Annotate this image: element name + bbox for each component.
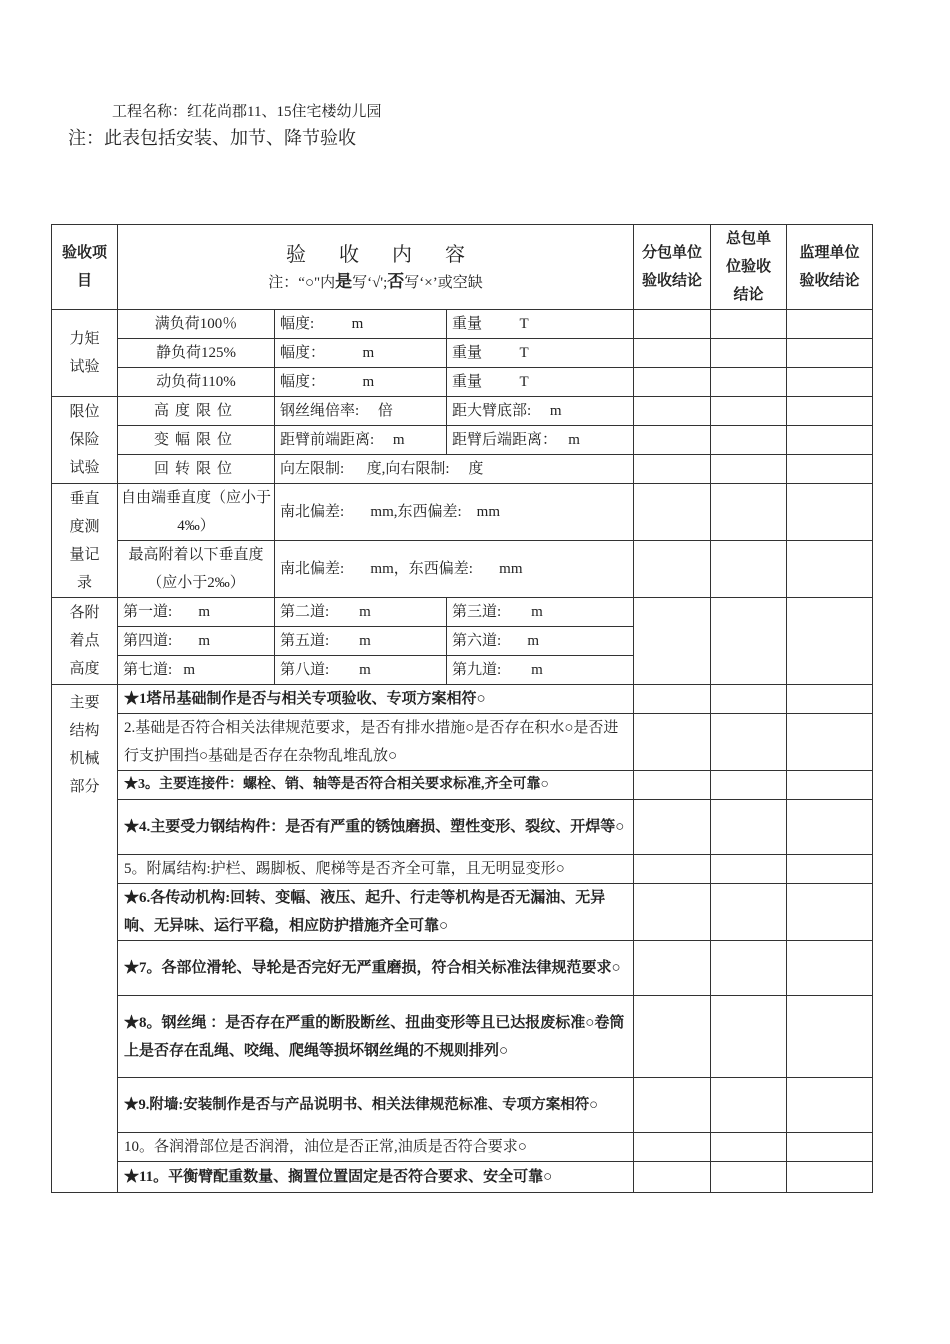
check-item: ★7。各部位滑轮、导轮是否完好无严重磨损，符合相关标准法律规范要求○: [118, 941, 634, 996]
table-row: [52, 484, 873, 541]
header-gen-result: 总包单位验收结论: [711, 225, 787, 310]
table-row: [52, 1078, 873, 1133]
project-name: 工程名称：红花尚郡11、15住宅楼幼儿园: [112, 104, 382, 120]
check-item: 2.基础是否符合相关法律规范要求，是否有排水措施○是否存在积水○是否进行支护围挡○基础是否存在杂物乱堆乱放○: [118, 714, 634, 771]
sub-result-cell[interactable]: [634, 541, 711, 598]
gen-result-cell[interactable]: [711, 426, 787, 455]
attach-cell: 第八道: m: [275, 656, 447, 685]
gen-result-cell[interactable]: [711, 685, 787, 714]
check-item: ★6.各传动机构:回转、变幅、液压、起升、行走等机构是否无漏油、无异响、无异味、运行平稳，相应防护措施齐全可靠○: [118, 884, 634, 941]
sup-result-cell[interactable]: [787, 1078, 873, 1133]
sub-result-cell[interactable]: [634, 941, 711, 996]
sub-result-cell[interactable]: [634, 884, 711, 941]
sup-result-cell[interactable]: [787, 339, 873, 368]
table-row: [52, 339, 873, 368]
sup-result-cell[interactable]: [787, 368, 873, 397]
check-item: 5。附属结构:护栏、踢脚板、爬梯等是否齐全可靠，且无明显变形○: [118, 855, 634, 884]
sub-result-cell[interactable]: [634, 368, 711, 397]
sub-result-cell[interactable]: [634, 685, 711, 714]
category-limit: 限位保险试验: [52, 397, 118, 484]
range-cell: 幅度： m: [275, 339, 447, 368]
sub-result-cell[interactable]: [634, 1133, 711, 1162]
sup-result-cell[interactable]: [787, 800, 873, 855]
sup-result-cell[interactable]: [787, 455, 873, 484]
sup-result-cell[interactable]: [787, 714, 873, 771]
category-vertical: 垂直度测量记录: [52, 484, 118, 598]
content-note: 注：“○"内是写‘√';否写‘×’或空缺: [268, 271, 483, 291]
gen-result-cell[interactable]: [711, 714, 787, 771]
sup-result-cell[interactable]: [787, 484, 873, 541]
weight-cell: 重量 T: [447, 368, 634, 397]
sub-result-cell[interactable]: [634, 1078, 711, 1133]
gen-result-cell[interactable]: [711, 455, 787, 484]
form-note: 注：此表包括安装、加节、降节验收: [68, 128, 356, 148]
header-item-col: 验收项目: [52, 225, 118, 310]
sup-result-cell[interactable]: [787, 426, 873, 455]
vertical-value: 南北偏差: mm，东西偏差: mm: [275, 541, 634, 598]
gen-result-cell[interactable]: [711, 310, 787, 339]
limit-name: 回转限位: [118, 455, 275, 484]
attach-cell: 第四道: m: [118, 627, 275, 656]
vertical-name: 自由端垂直度（应小于4‰）: [118, 484, 275, 541]
sub-result-cell[interactable]: [634, 714, 711, 771]
limit-b: 距大臂底部: m: [447, 397, 634, 426]
gen-result-cell[interactable]: [711, 484, 787, 541]
sup-result-cell[interactable]: [787, 310, 873, 339]
table-row: [52, 771, 873, 800]
category-torque: 力矩试验: [52, 310, 118, 397]
table-row: [52, 397, 873, 426]
sub-result-cell[interactable]: [634, 996, 711, 1078]
attach-cell: 第九道: m: [447, 656, 634, 685]
sub-result-cell[interactable]: [634, 771, 711, 800]
gen-result-cell[interactable]: [711, 1133, 787, 1162]
gen-result-cell[interactable]: [711, 996, 787, 1078]
load-cell: 动负荷110%: [118, 368, 275, 397]
vertical-name: 最高附着以下垂直度（应小于2‰）: [118, 541, 275, 598]
sup-result-cell[interactable]: [787, 941, 873, 996]
content-title: 验 收 内 容: [286, 243, 479, 266]
table-row: [52, 714, 873, 771]
range-cell: 幅度： m: [275, 368, 447, 397]
table-row: [52, 685, 873, 714]
limit-name: 变幅限位: [118, 426, 275, 455]
table-row: [52, 541, 873, 598]
header-sub-result: 分包单位验收结论: [634, 225, 711, 310]
sup-result-cell[interactable]: [787, 685, 873, 714]
table-row: [52, 1133, 873, 1162]
sub-result-cell[interactable]: [634, 800, 711, 855]
table-row: [52, 598, 873, 627]
sup-result-cell[interactable]: [787, 1133, 873, 1162]
attach-cell: 第五道: m: [275, 627, 447, 656]
gen-result-cell[interactable]: [711, 800, 787, 855]
range-cell: 幅度: m: [275, 310, 447, 339]
category-structure: 主要结构机械部分: [52, 685, 118, 1193]
sub-result-cell[interactable]: [634, 484, 711, 541]
gen-result-cell[interactable]: [711, 1078, 787, 1133]
header-content: [118, 225, 634, 310]
gen-result-cell[interactable]: [711, 771, 787, 800]
gen-result-cell[interactable]: [711, 598, 787, 685]
check-item: ★8。钢丝绳 ：是否存在严重的断股断丝、扭曲变形等且已达报废标准○卷筒上是否存在乱绳、咬绳、爬绳等损坏钢丝绳的不规则排列○: [118, 996, 634, 1078]
check-item: ★4.主要受力钢结构件：是否有严重的锈蚀磨损、塑性变形、裂纹、开焊等○: [118, 800, 634, 855]
gen-result-cell[interactable]: [711, 541, 787, 598]
table-row: [52, 310, 873, 339]
load-cell: 满负荷100％: [118, 310, 275, 339]
sub-result-cell[interactable]: [634, 855, 711, 884]
sup-result-cell[interactable]: [787, 541, 873, 598]
table-row: [52, 1162, 873, 1193]
gen-result-cell[interactable]: [711, 397, 787, 426]
gen-result-cell[interactable]: [711, 884, 787, 941]
table-row: [52, 426, 873, 455]
acceptance-table: [51, 224, 873, 1193]
header-row: [52, 225, 873, 310]
sup-result-cell[interactable]: [787, 996, 873, 1078]
gen-result-cell[interactable]: [711, 339, 787, 368]
sub-result-cell[interactable]: [634, 455, 711, 484]
limit-a: 距臂前端距离: m: [275, 426, 447, 455]
attach-cell: 第一道: m: [118, 598, 275, 627]
sub-result-cell[interactable]: [634, 598, 711, 685]
sub-result-cell[interactable]: [634, 397, 711, 426]
limit-a: 向左限制: 度,向右限制: 度: [275, 455, 634, 484]
table-row: [52, 941, 873, 996]
table-row: [52, 884, 873, 941]
sub-result-cell[interactable]: [634, 1162, 711, 1193]
sup-result-cell[interactable]: [787, 1162, 873, 1193]
sub-result-cell[interactable]: [634, 310, 711, 339]
weight-cell: 重量 T: [447, 339, 634, 368]
gen-result-cell[interactable]: [711, 855, 787, 884]
check-item: ★3。主要连接件：螺栓、销、轴等是否符合相关要求标准,齐全可靠○: [118, 771, 634, 800]
weight-cell: 重量 T: [447, 310, 634, 339]
sub-result-cell[interactable]: [634, 339, 711, 368]
category-attach: 各附着点高度: [52, 598, 118, 685]
header-sup-result: 监理单位验收结论: [787, 225, 873, 310]
attach-cell: 第二道: m: [275, 598, 447, 627]
check-item: 10。各润滑部位是否润滑，油位是否正常,油质是否符合要求○: [118, 1133, 634, 1162]
gen-result-cell[interactable]: [711, 1162, 787, 1193]
sup-result-cell[interactable]: [787, 397, 873, 426]
sup-result-cell[interactable]: [787, 598, 873, 685]
table-row: [52, 855, 873, 884]
check-item: ★9.附墙:安装制作是否与产品说明书、相关法律规范标准、专项方案相符○: [118, 1078, 634, 1133]
check-item: ★11。平衡臂配重数量、搁置位置固定是否符合要求、安全可靠○: [118, 1162, 634, 1193]
table-row: [52, 455, 873, 484]
limit-name: 高度限位: [118, 397, 275, 426]
gen-result-cell[interactable]: [711, 368, 787, 397]
attach-cell: 第三道: m: [447, 598, 634, 627]
sup-result-cell[interactable]: [787, 884, 873, 941]
sup-result-cell[interactable]: [787, 855, 873, 884]
load-cell: 静负荷125%: [118, 339, 275, 368]
gen-result-cell[interactable]: [711, 941, 787, 996]
attach-cell: 第七道: m: [118, 656, 275, 685]
table-row: [52, 800, 873, 855]
table-row: [52, 368, 873, 397]
attach-cell: 第六道: m: [447, 627, 634, 656]
sup-result-cell[interactable]: [787, 771, 873, 800]
limit-b: 距臂后端距离： m: [447, 426, 634, 455]
table-row: [52, 996, 873, 1078]
check-item: ★1塔吊基础制作是否与相关专项验收、专项方案相符○: [118, 685, 634, 714]
sub-result-cell[interactable]: [634, 426, 711, 455]
limit-a: 钢丝绳倍率: 倍: [275, 397, 447, 426]
vertical-value: 南北偏差: mm,东西偏差: mm: [275, 484, 634, 541]
